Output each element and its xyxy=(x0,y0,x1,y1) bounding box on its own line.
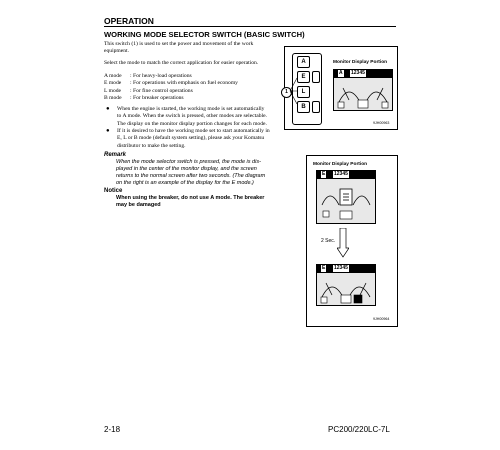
figure-code: 9JH00963 xyxy=(373,121,390,125)
monitor-mode-indicator: E xyxy=(322,171,326,177)
delay-label: 2 Sec. xyxy=(321,238,336,244)
mode-name: B mode xyxy=(104,95,122,102)
monitor-hour-meter: 12345 xyxy=(334,265,348,271)
side-switch-icon xyxy=(312,71,320,83)
figure-code: 9JH00964 xyxy=(373,317,390,321)
figure-caption: Monitor Display Portion xyxy=(313,162,368,167)
bullet-line: If it is desired to have the working mode set to start automatically in xyxy=(117,128,270,134)
notice-title: Notice xyxy=(104,188,123,194)
mode-row xyxy=(104,88,238,95)
notice-text xyxy=(116,195,276,209)
mode-desc: : For operations with emphasis on fuel economy xyxy=(130,80,238,87)
monitor-gauges-icon xyxy=(336,80,390,109)
monitor-gauges-icon xyxy=(319,275,373,304)
monitor-display xyxy=(333,69,393,111)
figure-caption: Monitor Display Portion xyxy=(333,60,388,65)
bullet-line: When the engine is started, the working mode is set automatically xyxy=(117,106,265,112)
mode-switch-b-button[interactable]: B xyxy=(297,101,310,113)
monitor-gauges-icon xyxy=(319,181,373,221)
mode-row xyxy=(104,95,238,102)
remark-line: played in the center of the monitor display, and the screen xyxy=(116,166,257,172)
intro-line-3: Select the mode to match the correct application for easier operation. xyxy=(104,59,259,66)
mode-name: E mode xyxy=(104,80,122,87)
mode-switch-e-button[interactable]: E xyxy=(297,71,310,83)
mode-desc: : For fine control operations xyxy=(130,87,193,94)
mode-desc: : For breaker operations xyxy=(130,95,184,102)
monitor-hour-meter: 12345 xyxy=(334,171,348,177)
section-rule xyxy=(104,26,396,27)
remark-line: returns to the normal screen after two seconds. (The diagram xyxy=(116,173,266,179)
section-title: OPERATION xyxy=(104,16,154,26)
monitor-hour-meter: 12345 xyxy=(351,70,365,76)
notice-line: may be damaged xyxy=(116,202,161,208)
callout-1-badge: 1 xyxy=(281,87,292,98)
remark-title: Remark xyxy=(104,152,127,158)
bullet-line: distributor to make the setting. xyxy=(117,142,186,149)
mode-name: A mode xyxy=(104,73,122,79)
monitor-mode-indicator: E xyxy=(322,265,326,271)
intro-line-1: This switch (1) is used to set the power and movement of the work xyxy=(104,41,254,47)
mode-list xyxy=(104,73,238,103)
figure-mode-display xyxy=(306,155,398,327)
bullet-line: to A mode. When the switch is pressed, other modes are selectable. xyxy=(117,113,267,120)
monitor-mode-indicator: A xyxy=(339,70,343,76)
page-number: 2-18 xyxy=(104,425,121,434)
arrow-down-icon xyxy=(337,228,349,258)
bullet-line: The display on the monitor display portion changes for each mode. xyxy=(117,120,267,127)
mode-name: L mode xyxy=(104,87,122,94)
monitor-display-mode-popup xyxy=(316,170,376,224)
bullet-dot-icon: ● xyxy=(106,106,110,112)
model-name: PC200/220LC-7L xyxy=(328,425,390,434)
bullet-item xyxy=(104,128,289,150)
monitor-display-normal xyxy=(316,264,376,306)
intro-line-2: equipment. xyxy=(104,48,130,55)
remark-line: on the right is an example of the display for the E mode.) xyxy=(116,180,254,186)
figure-switch-panel xyxy=(284,46,398,130)
mode-switch-l-button[interactable]: L xyxy=(297,86,310,98)
bullet-item xyxy=(104,106,289,128)
bullet-line: E, L or B mode (default system setting), please ask your Komatsu xyxy=(117,135,265,142)
mode-switch-a-button[interactable]: A xyxy=(297,56,310,68)
notice-line: When using the breaker, do not use A mode. The breaker xyxy=(116,195,265,201)
mode-row xyxy=(104,80,238,87)
side-switch-icon xyxy=(312,101,320,113)
bullet-dot-icon: ● xyxy=(106,128,110,134)
page-heading: WORKING MODE SELECTOR SWITCH (BASIC SWITCH) xyxy=(104,30,305,39)
remark-line: When the mode selector switch is pressed, the mode is dis- xyxy=(116,159,261,165)
intro-text xyxy=(104,41,276,67)
mode-desc: : For heavy-load operations xyxy=(130,73,192,79)
remark-text xyxy=(116,159,276,187)
callout-leader-icon xyxy=(289,75,299,105)
